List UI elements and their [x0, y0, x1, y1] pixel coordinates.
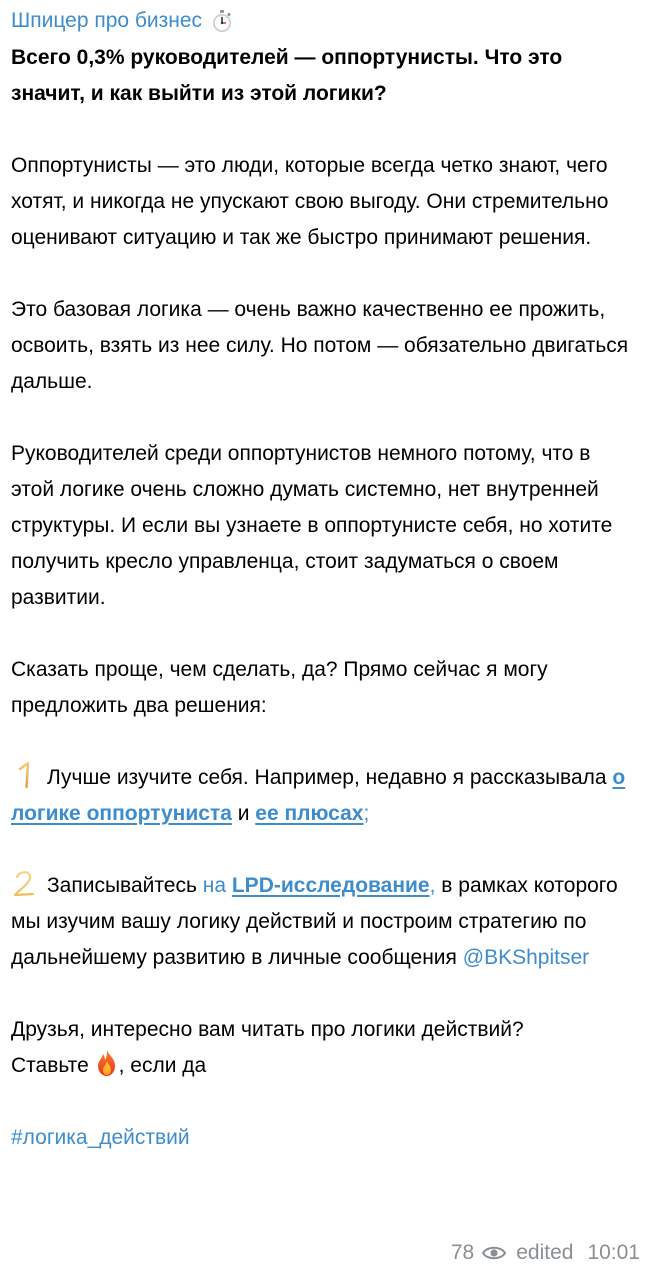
link-lpd-research[interactable]: LPD-исследование [231, 874, 430, 897]
stopwatch-emoji-icon [210, 9, 234, 33]
post-paragraph-4: Сказать проще, чем сделать, да? Прямо сейчас я могу предложить два решения: [11, 658, 548, 717]
number-two-emoji-icon [11, 868, 39, 898]
link-opportunist-logic[interactable]: о логике оппортуниста [11, 766, 626, 825]
link-lpd-research-prefix[interactable]: на [202, 874, 232, 897]
list-item-1-and: и [231, 802, 256, 825]
message-time: 10:01 [587, 1241, 640, 1264]
eye-icon [482, 1245, 506, 1261]
fire-emoji-icon [95, 1048, 119, 1078]
if-yes-label: , если да [118, 1054, 207, 1077]
edited-label: edited [516, 1241, 574, 1264]
list-item-1-text: Лучше изучите себя. Например, недавно я рассказывала [47, 766, 613, 789]
hashtag-link[interactable]: #логика_действий [11, 1126, 190, 1149]
link-lpd-research-comma[interactable]: , [429, 874, 436, 897]
post-headline: Всего 0,3% руководителей — оппортунисты. Что это значит, и как выйти из этой логики? [11, 46, 563, 105]
channel-name-label: Шпицер про бизнес [11, 9, 203, 32]
post-paragraph-5-line-1: Друзья, интересно вам читать про логики действий? [11, 1018, 524, 1041]
views-count: 78 [450, 1241, 475, 1264]
mention-link[interactable]: @BKShpitser [462, 946, 590, 969]
post-paragraph-3: Руководителей среди оппортунистов немного потому, что в этой логике очень сложно думать системно, нет внутренней структуры. И если вы узнаете в оппортунисте себя, но хотите получить кресло управленца, стоит задуматься о своем развитии. [11, 442, 613, 609]
post-paragraph-5-line-2 [11, 1048, 636, 1084]
post-paragraph-2: Это базовая логика — очень важно качественно ее прожить, освоить, взять из нее силу. Но потом — обязательно двигаться дальше. [11, 298, 629, 393]
message-meta [451, 1240, 640, 1266]
list-item-1 [11, 760, 636, 832]
post-body [11, 40, 636, 1156]
list-item-2-rest: в рамках которого мы изучим вашу логику действий и построим стратегию по дальнейшему развитию в личные сообщения [11, 874, 618, 969]
channel-name[interactable] [11, 6, 636, 36]
list-item-2-text: Записывайтесь [47, 874, 203, 897]
number-one-emoji-icon [11, 760, 39, 790]
link-advantages[interactable]: ее плюсах [255, 802, 364, 825]
link-advantages-semicolon[interactable]: ; [363, 802, 370, 825]
list-item-2 [11, 868, 636, 976]
post-paragraph-1: Оппортунисты — это люди, которые всегда четко знают, чего хотят, и никогда не упускают свою выгоду. Они стремительно оценивают ситуацию и так же быстро принимают решения. [11, 154, 609, 249]
put-label: Ставьте [11, 1054, 95, 1077]
